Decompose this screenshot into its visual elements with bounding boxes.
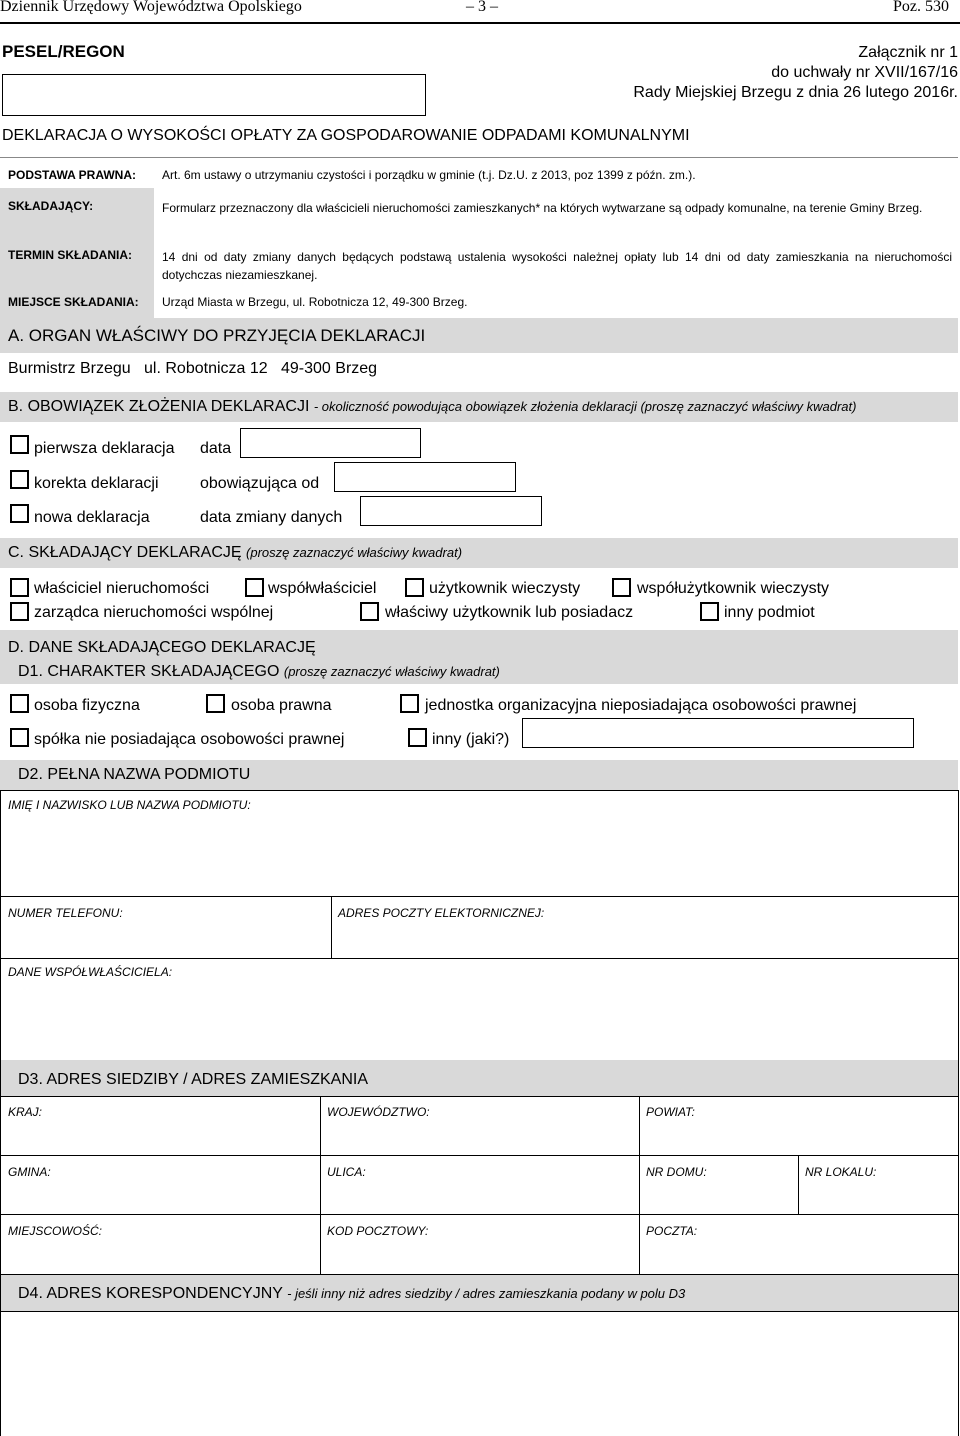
attachment-line2: do uchwały nr XVII/167/16 <box>771 64 958 81</box>
podstawa-label: PODSTAWA PRAWNA: <box>8 168 136 182</box>
nr-domu-field[interactable] <box>640 1180 797 1213</box>
date-label-obowiazujaca: obowiązująca od <box>200 475 320 492</box>
checkbox-spolka[interactable] <box>10 728 29 747</box>
wojewodztwo-field[interactable] <box>321 1120 638 1154</box>
change-date-input[interactable] <box>360 496 542 526</box>
nr-lokalu-field[interactable] <box>799 1180 958 1213</box>
option-wspolwlasciciel-label: współwłaściciel <box>268 580 377 597</box>
checkbox-zarzadca[interactable] <box>10 602 29 621</box>
section-b-header <box>0 392 958 422</box>
skladajacy-label: SKŁADAJĄCY: <box>8 199 94 213</box>
checkbox-wspolwlasciciel[interactable] <box>245 578 264 597</box>
wojewodztwo-label: WOJEWÓDZTWO: <box>327 1105 430 1119</box>
d3-title: D3. ADRES SIEDZIBY / ADRES ZAMIESZKANIA <box>18 1071 369 1088</box>
section-c-title: C. SKŁADAJĄCY DEKLARACJĘ <box>8 544 242 561</box>
name-label: IMIĘ I NAZWISKO LUB NAZWA PODMIOTU: <box>8 798 251 812</box>
pesel-label: PESEL/REGON <box>2 42 125 61</box>
checkbox-osoba-fizyczna[interactable] <box>10 694 29 713</box>
podstawa-value: Art. 6m ustawy o utrzymaniu czystości i porządku w gminie (t.j. Dz.U. z 2013, poz 1399 z późn. zm.). <box>162 168 696 182</box>
kraj-label: KRAJ: <box>8 1105 43 1119</box>
form-title: DEKLARACJA O WYSOKOŚCI OPŁATY ZA GOSPODAROWANIE ODPADAMI KOMUNALNYMI <box>2 127 690 144</box>
effective-date-input[interactable] <box>334 462 516 492</box>
checkbox-pierwsza[interactable] <box>10 435 29 454</box>
date-input[interactable] <box>240 428 421 458</box>
position-number: Poz. 530 <box>893 0 949 15</box>
checkbox-uzytkownik-wieczysty[interactable] <box>405 578 424 597</box>
checkbox-wlasciwy-uzytkownik[interactable] <box>360 602 379 621</box>
section-d-header <box>0 630 958 684</box>
kod-pocztowy-label: KOD POCZTOWY: <box>327 1224 429 1238</box>
coowners-field[interactable] <box>0 982 958 1058</box>
option-wlasciwy-uzytkownik-label: właściwy użytkownik lub posiadacz <box>385 604 634 621</box>
gmina-label: GMINA: <box>8 1165 51 1179</box>
phone-field[interactable] <box>0 920 330 956</box>
pesel-input[interactable] <box>2 74 426 116</box>
attachment-line1: Załącznik nr 1 <box>858 44 958 61</box>
d2-header <box>0 760 958 790</box>
checkbox-osoba-prawna[interactable] <box>206 694 225 713</box>
miejsce-value: Urząd Miasta w Brzegu, ul. Robotnicza 12, 49-300 Brzeg. <box>162 295 468 309</box>
section-a-title: A. ORGAN WŁAŚCIWY DO PRZYJĘCIA DEKLARACJI <box>8 326 426 345</box>
option-wlasciciel-label: właściciel nieruchomości <box>34 580 210 597</box>
section-d-title: D. DANE SKŁADAJĄCEGO DEKLARACJĘ <box>8 639 316 656</box>
checkbox-nowa[interactable] <box>10 504 29 523</box>
option-korekta-label: korekta deklaracji <box>34 475 159 492</box>
d1-title: D1. CHARAKTER SKŁADAJĄCEGO <box>18 663 280 680</box>
powiat-field[interactable] <box>640 1120 958 1154</box>
option-zarzadca-label: zarządca nieruchomości wspólnej <box>34 604 274 621</box>
d4-note: - jeśli inny niż adres siedziby / adres zamieszkania podany w polu D3 <box>287 1286 686 1301</box>
checkbox-jednostka[interactable] <box>400 694 419 713</box>
checkbox-inny-podmiot[interactable] <box>700 602 719 621</box>
inny-specify-input[interactable] <box>522 718 914 748</box>
authority-address: Burmistrz Brzegu ul. Robotnicza 12 49-300 Brzeg <box>8 360 378 377</box>
skladajacy-value: Formularz przeznaczony dla właścicieli nieruchomości zamieszkanych* na których wytwarzane są odpady komunalne, na terenie Gminy Brzeg. <box>162 201 923 215</box>
section-c-note: (proszę zaznaczyć właściwy kwadrat) <box>246 545 463 560</box>
miejscowosc-label: MIEJSCOWOŚĆ: <box>8 1224 103 1238</box>
page-number: – 3 – <box>466 0 498 15</box>
d3-header <box>0 1060 958 1096</box>
option-inny-podmiot-label: inny podmiot <box>724 604 815 621</box>
kod-pocztowy-field[interactable] <box>321 1240 638 1273</box>
preamble-block <box>0 157 958 318</box>
nr-lokalu-label: NR LOKALU: <box>805 1165 877 1179</box>
powiat-label: POWIAT: <box>646 1105 695 1119</box>
poczta-field[interactable] <box>640 1240 958 1273</box>
attachment-note <box>558 43 958 103</box>
option-wspoluzytkownik-label: współużytkownik wieczysty <box>637 580 830 597</box>
option-inny-label: inny (jaki?) <box>432 731 510 748</box>
ulica-field[interactable] <box>321 1180 638 1213</box>
coowners-label: DANE WSPÓŁWŁAŚCICIELA: <box>8 965 173 979</box>
ulica-label: ULICA: <box>327 1165 366 1179</box>
poczta-label: POCZTA: <box>646 1224 698 1238</box>
header-rule <box>0 22 960 24</box>
checkbox-inny[interactable] <box>408 728 427 747</box>
option-uzytkownik-wieczysty-label: użytkownik wieczysty <box>429 580 581 597</box>
termin-label: TERMIN SKŁADANIA: <box>8 248 132 262</box>
gmina-field[interactable] <box>0 1180 319 1213</box>
checkbox-korekta[interactable] <box>10 470 29 489</box>
section-a-header <box>0 318 958 353</box>
correspondence-address-field[interactable] <box>0 1312 958 1432</box>
miejsce-label: MIEJSCE SKŁADANIA: <box>8 295 139 309</box>
option-osoba-fizyczna-label: osoba fizyczna <box>34 697 140 714</box>
termin-value: 14 dni od daty zmiany danych będących podstawą ustalenia wysokości należnej opłaty lub 14 dni od daty zamieszkania na nieruchomości dotychczas niezamieszkanej. <box>162 250 952 282</box>
option-osoba-prawna-label: osoba prawna <box>231 697 332 714</box>
name-field[interactable] <box>0 815 958 895</box>
attachment-line3: Rady Miejskiej Brzegu z dnia 26 lutego 2016r. <box>633 84 958 101</box>
email-label: ADRES POCZTY ELEKTORNICZNEJ: <box>338 906 545 920</box>
option-nowa-label: nowa deklaracja <box>34 509 150 526</box>
section-b-title: B. OBOWIĄZEK ZŁOŻENIA DEKLARACJI <box>8 398 310 415</box>
date-label-data: data <box>200 440 232 457</box>
date-label-zmiany: data zmiany danych <box>200 509 343 526</box>
checkbox-wspoluzytkownik[interactable] <box>612 578 631 597</box>
d4-header <box>0 1275 958 1311</box>
section-b-note: - okoliczność powodująca obowiązek złożenia deklaracji (proszę zaznaczyć właściwy kwadrat) <box>313 399 857 414</box>
miejscowosc-field[interactable] <box>0 1240 319 1273</box>
email-field[interactable] <box>332 920 958 956</box>
journal-title: Dziennik Urzędowy Województwa Opolskiego <box>0 0 302 15</box>
section-c-header <box>0 538 958 568</box>
option-pierwsza-label: pierwsza deklaracja <box>34 440 175 457</box>
checkbox-wlasciciel[interactable] <box>10 578 29 597</box>
nr-domu-label: NR DOMU: <box>646 1165 707 1179</box>
option-spolka-label: spółka nie posiadająca osobowości prawnej <box>34 731 345 748</box>
d2-title: D2. PEŁNA NAZWA PODMIOTU <box>18 766 251 783</box>
d1-note: (proszę zaznaczyć właściwy kwadrat) <box>283 664 500 679</box>
d4-title: D4. ADRES KORESPONDENCYJNY <box>18 1285 283 1302</box>
phone-label: NUMER TELEFONU: <box>8 906 123 920</box>
kraj-field[interactable] <box>0 1120 319 1154</box>
option-jednostka-label: jednostka organizacyjna nieposiadająca osobowości prawnej <box>425 697 857 714</box>
